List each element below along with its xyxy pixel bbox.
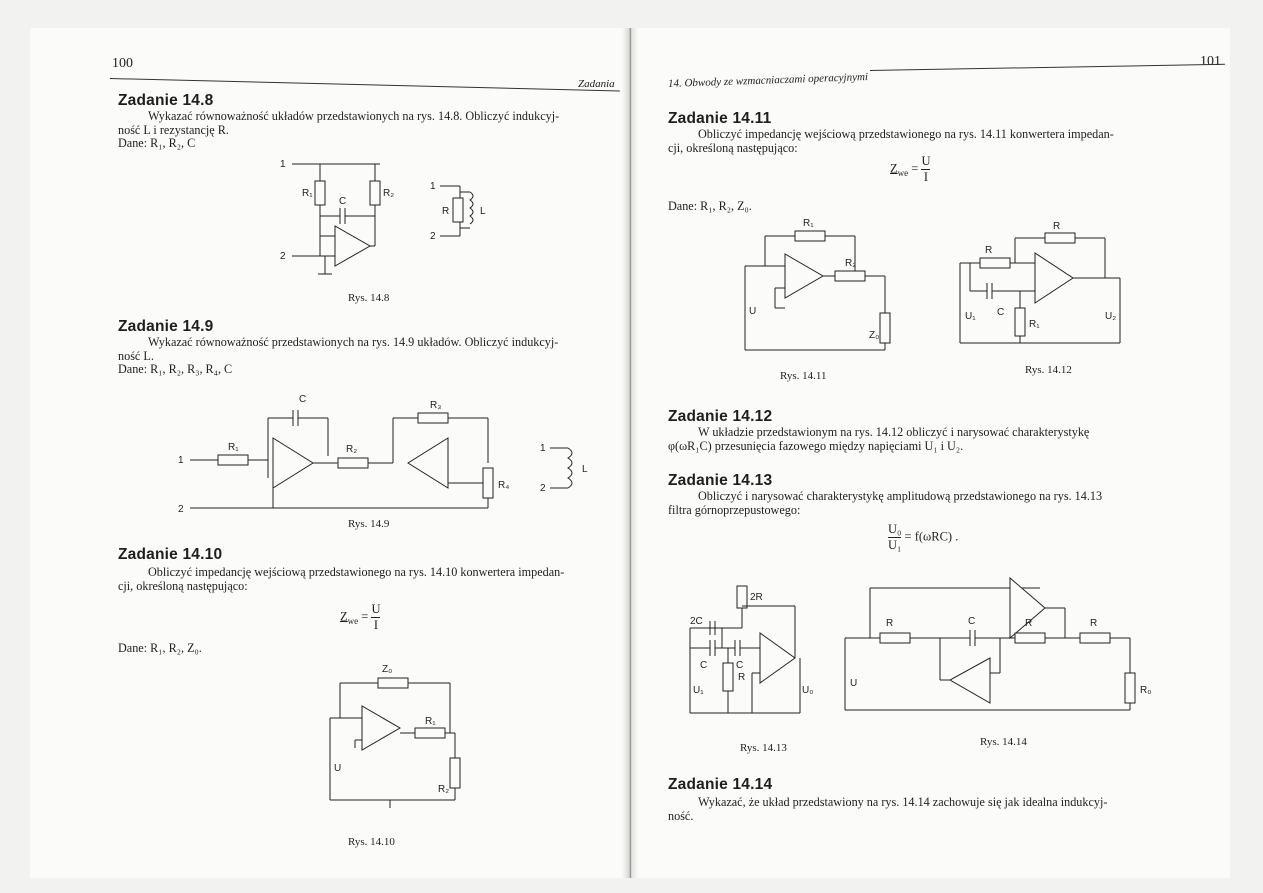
node-label: 2 [178,504,184,515]
component-label: R₂ [438,784,450,795]
figure-caption: Rys. 14.11 [780,370,827,382]
exercise-title: Zadanie 14.12 [668,408,773,425]
circuit-diagram-14-8 [280,156,510,286]
component-label: C [968,616,976,627]
component-label: R [1025,618,1033,629]
component-label: C [997,307,1005,318]
node-label: 2 [430,231,436,242]
text-line: Obliczyć impedancję wejściową przedstawionego na rys. 14.11 konwertera impedan- [698,127,1114,141]
circuit-diagram-14-13 [680,588,815,718]
text-line: Wykazać równoważność przedstawionych na rys. 14.9 układów. Obliczyć indukcyj- [148,335,559,349]
component-label: R₁ [228,442,239,453]
exercise-title: Zadanie 14.14 [668,776,773,793]
component-label: 2C [690,616,703,627]
component-label: R₁ [803,218,814,229]
component-label: L [480,206,486,217]
node-label: 1 [178,455,184,466]
given-values: Dane: R₁, R₂, Z₀. [118,641,202,655]
given-values: Dane: R₁, R₂, Z₀. [668,199,752,213]
text-line: ność L i rezystancję R. [118,122,229,137]
equals-sign: = [911,161,919,176]
given-values: Dane: R₁, R₂, R₃, R₄, C [118,362,233,376]
component-label: C [339,196,347,207]
voltage-label: U [334,763,342,774]
exercise-text [668,426,1208,453]
exercise-text [118,110,623,151]
equals-sign: = [361,609,369,624]
formula [888,522,958,553]
text-line: Obliczyć i narysować charakterystykę amplitudową przedstawionego na rys. 14.13 [698,489,1103,503]
component-label: R₃ [430,400,442,411]
text-line: cji, określoną następująco: [118,578,248,593]
component-label: R [985,245,993,256]
component-label: Z₀ [382,664,393,675]
left-page [30,28,620,878]
circuit-diagram-14-9 [178,388,598,513]
header-rule [870,64,1225,71]
right-page [640,28,1230,878]
formula-lhs: Z [340,609,348,624]
book-spread [30,28,1230,878]
formula-lhs: Z [890,161,898,176]
running-head-right: 14. Obwody ze wzmacniaczami operacyjnymi [667,71,869,90]
exercise-text [668,128,1208,155]
component-label: R₄ [498,480,510,491]
header-rule [110,78,620,91]
text-line: cji, określoną następująco: [668,140,798,155]
component-label: R₂ [383,188,395,199]
voltage-label: U₂ [1105,311,1117,322]
formula-denominator: I [923,170,929,184]
book-gutter [622,28,638,878]
formula-subscript: we [347,615,359,626]
voltage-label: U [850,678,858,689]
component-label: R₀ [1140,685,1152,696]
formula [340,602,380,633]
given-values: Dane: R₁, R₂, C [118,136,196,150]
component-label: C [299,394,307,405]
formula-denominator: I [373,618,379,632]
figure-caption: Rys. 14.10 [348,836,395,848]
circuit-diagram-14-14 [840,578,1180,718]
formula-denominator: U₁ [888,538,902,552]
figure-caption: Rys. 14.14 [980,736,1027,748]
node-label: 2 [280,251,286,262]
page-number-right: 101 [1200,54,1221,69]
component-label: R₁ [1029,319,1040,330]
component-label: R₁ [425,716,436,727]
circuit-diagram-14-12 [955,223,1155,348]
figure-caption: Rys. 14.13 [740,742,787,754]
running-head-left: Zadania [578,78,615,90]
exercise-title: Zadanie 14.13 [668,472,773,489]
voltage-label: U₁ [965,311,976,322]
exercise-title: Zadanie 14.10 [118,546,223,563]
voltage-label: U₀ [802,685,814,696]
text-line: filtra górnoprzepustowego: [668,502,801,517]
component-label: C [736,660,744,671]
exercise-title: Zadanie 14.9 [118,318,214,335]
formula [890,154,930,185]
node-label: 1 [430,181,436,192]
figure-caption: Rys. 14.9 [348,518,390,530]
formula-numerator: U [371,602,381,616]
exercise-text [118,336,623,377]
text-line: φ(ωR₁C) przesunięcia fazowego między napięciami U₁ i U₂. [668,438,964,453]
component-label: R₂ [346,444,358,455]
text-line: ność L. [118,348,154,363]
formula-fraction [371,602,380,633]
text-line: W układzie przedstawionym na rys. 14.12 obliczyć i narysować charakterystykę [698,425,1090,439]
exercise-text [668,490,1208,517]
voltage-label: U [749,306,757,317]
formula-numerator: U [921,154,931,168]
component-label: R [1053,221,1061,232]
node-label: 1 [280,159,286,170]
node-label: 2 [540,483,546,494]
formula-subscript: we [897,167,909,178]
component-label: R [1090,618,1098,629]
component-label: R [738,672,746,683]
formula-numerator: U₀ [888,522,902,536]
component-label: R₂ [845,258,857,269]
page-number-left: 100 [112,56,133,71]
exercise-text [668,796,1208,823]
formula-fraction [888,522,901,553]
exercise-text [118,566,623,593]
component-label: R [886,618,894,629]
figure-caption: Rys. 14.12 [1025,364,1072,376]
component-label: C [700,660,708,671]
component-label: R₁ [302,188,313,199]
circuit-diagram-14-10 [300,658,480,808]
component-label: Z₀ [869,330,880,341]
formula-fraction [921,154,930,185]
text-line: ność. [668,808,694,823]
formula-rhs: = f(ωRC) . [904,529,959,544]
text-line: Wykazać, że układ przedstawiony na rys. 14.14 zachowuje się jak idealna indukcyj- [698,795,1108,809]
text-line: Obliczyć impedancję wejściową przedstawionego na rys. 14.10 konwertera impedan- [148,565,565,579]
component-label: L [582,464,588,475]
component-label: R [442,206,450,217]
exercise-title: Zadanie 14.8 [118,92,214,109]
figure-caption: Rys. 14.8 [348,292,390,304]
text-line: Wykazać równoważność układów przedstawionych na rys. 14.8. Obliczyć indukcyj- [148,109,560,123]
exercise-title: Zadanie 14.11 [668,110,772,127]
voltage-label: U₁ [693,685,704,696]
component-label: 2R [750,592,763,603]
node-label: 1 [540,443,546,454]
circuit-diagram-14-11 [725,218,905,358]
